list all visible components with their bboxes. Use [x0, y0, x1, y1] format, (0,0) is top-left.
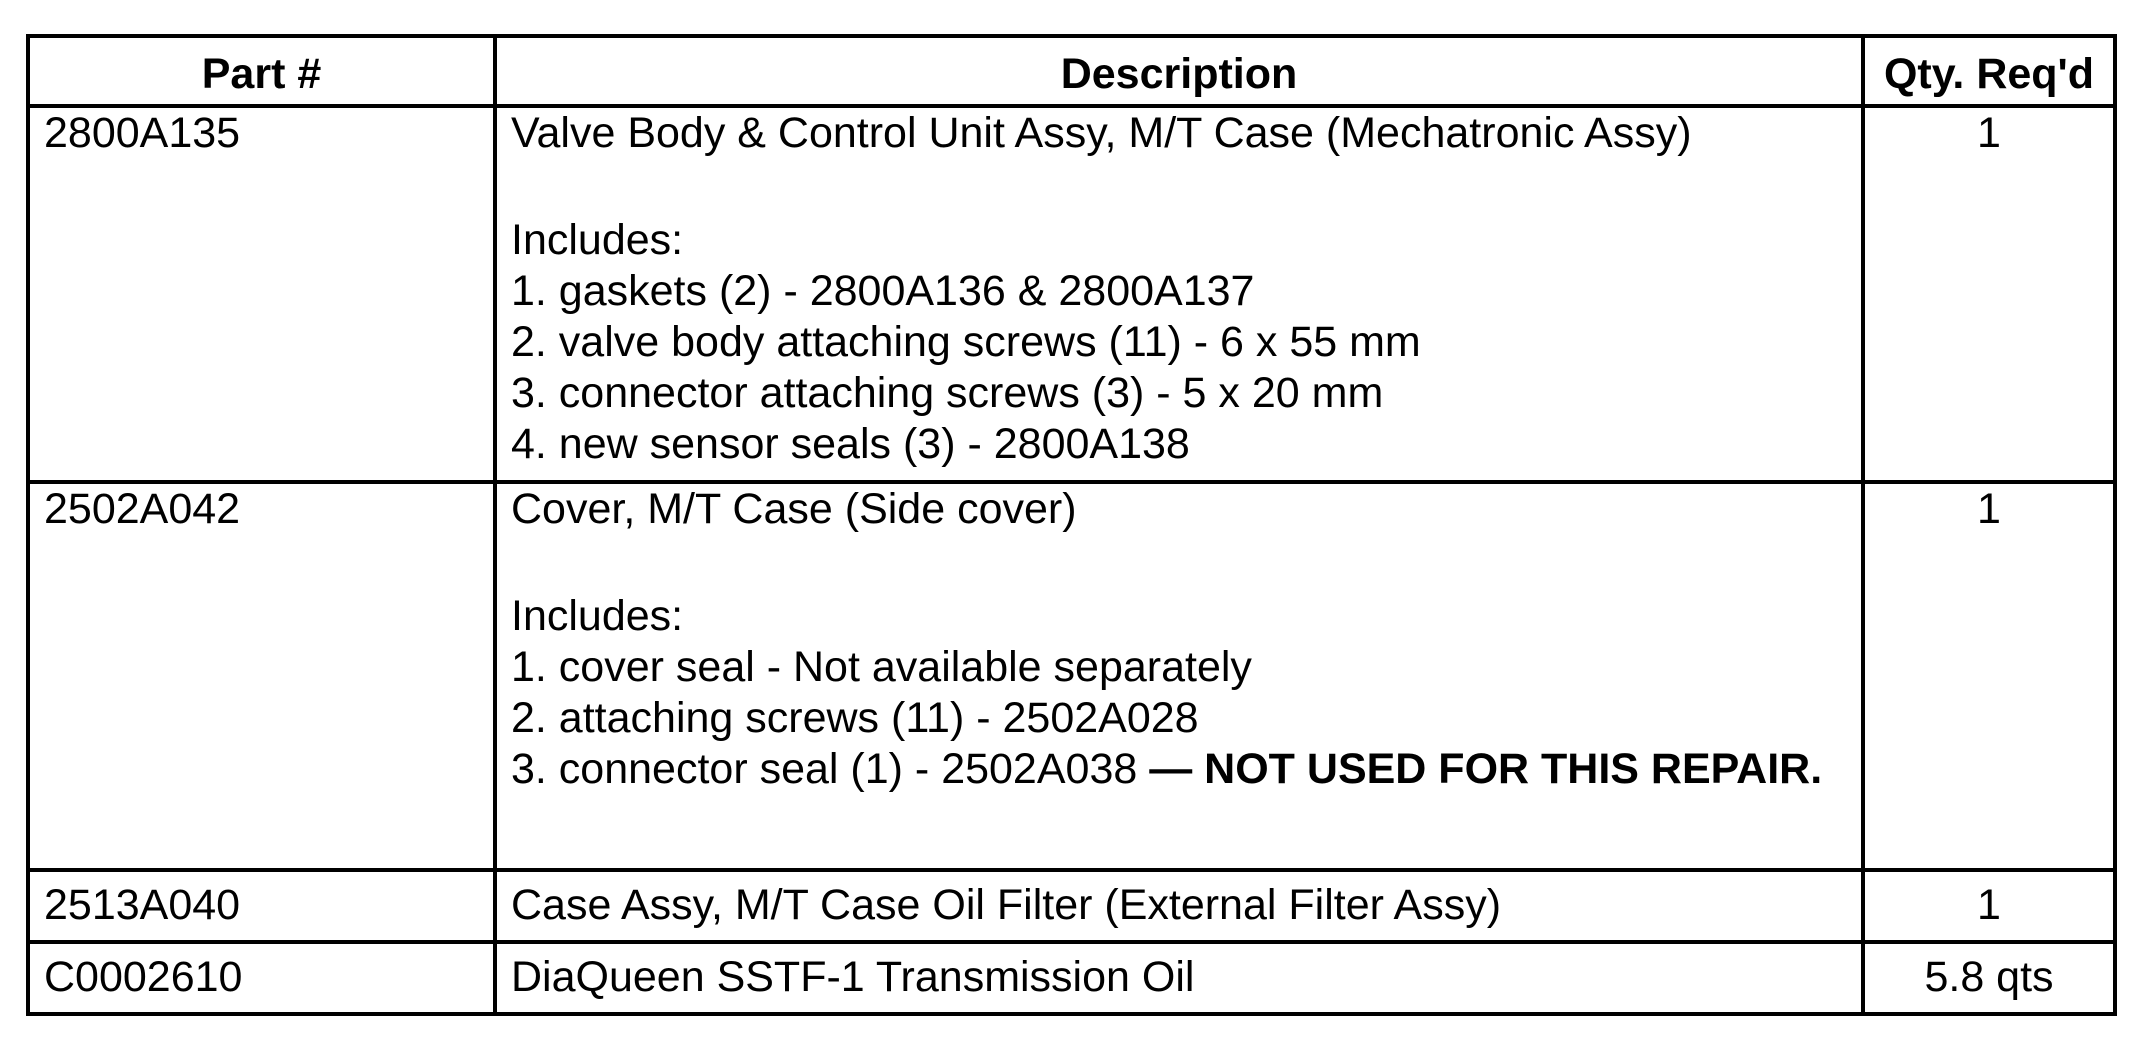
description-cell: DiaQueen SSTF-1 Transmission Oil: [495, 942, 1863, 1014]
qty-cell: 1: [1863, 870, 2115, 942]
part-number-cell: C0002610: [28, 942, 495, 1014]
description-cell: [495, 106, 1863, 482]
description-title: Valve Body & Control Unit Assy, M/T Case (Mechatronic Assy): [511, 109, 1692, 157]
header-part-number: Part #: [28, 36, 495, 106]
qty-cell: 1: [1863, 106, 2115, 482]
part-number-cell: 2502A042: [28, 482, 495, 870]
includes-item-text: 3. connector seal (1) - 2502A038: [511, 745, 1138, 793]
part-number-cell: 2513A040: [28, 870, 495, 942]
table-row: [28, 482, 2115, 870]
description-title: Cover, M/T Case (Side cover): [511, 485, 1077, 533]
includes-item: 2. attaching screws (11) - 2502A028: [511, 694, 1199, 742]
description-cell: Case Assy, M/T Case Oil Filter (External Filter Assy): [495, 870, 1863, 942]
qty-cell: 5.8 qts: [1863, 942, 2115, 1014]
includes-item: 4. new sensor seals (3) - 2800A138: [511, 420, 1190, 468]
header-qty-required: Qty. Req'd: [1863, 36, 2115, 106]
header-description: Description: [495, 36, 1863, 106]
table-row: [28, 106, 2115, 482]
not-used-warning: — NOT USED FOR THIS REPAIR.: [1149, 745, 1823, 793]
description-cell: [495, 482, 1863, 870]
includes-item: 1. cover seal - Not available separately: [511, 643, 1252, 691]
table-header-row: [28, 36, 2115, 106]
includes-item-with-warning: [511, 744, 1847, 795]
table-row: [28, 942, 2115, 1014]
includes-item: 3. connector attaching screws (3) - 5 x 20 mm: [511, 369, 1384, 417]
part-number-cell: 2800A135: [28, 106, 495, 482]
includes-label: Includes:: [511, 592, 684, 640]
includes-label: Includes:: [511, 216, 684, 264]
includes-item: 2. valve body attaching screws (11) - 6 x 55 mm: [511, 318, 1421, 366]
parts-table: [26, 34, 2117, 1016]
includes-item: 1. gaskets (2) - 2800A136 & 2800A137: [511, 267, 1255, 315]
table-row: [28, 870, 2115, 942]
qty-cell: 1: [1863, 482, 2115, 870]
